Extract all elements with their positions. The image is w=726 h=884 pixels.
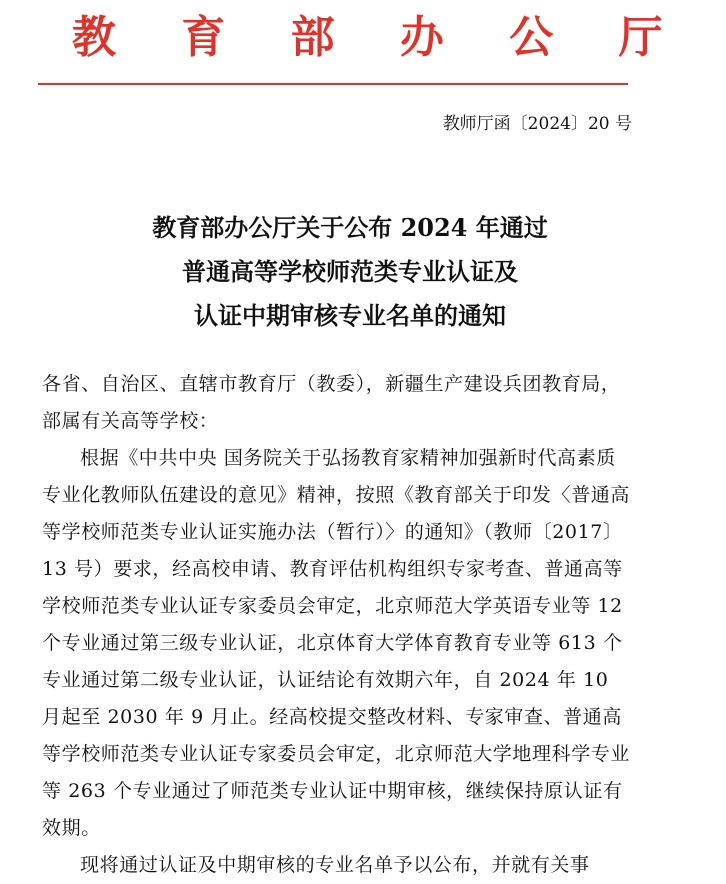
header-red-rule [38,83,628,85]
issuing-agency-header: 教 育 部 办 公 厅 [72,12,688,63]
addressee: 各省、自治区、直辖市教育厅（教委），新疆生产建设兵团教育局，部属有关高等学校： [42,373,621,432]
document-title-line-3: 认证中期审核专业名单的通知 [194,301,506,330]
body-paragraph-2: 现将通过认证及中期审核的专业名单予以公布，并就有关事 [80,854,590,876]
document-number: 教师厅函〔2024〕20 号 [442,114,632,134]
document-title-line-1: 教育部办公厅关于公布 2024 年通过 [152,213,548,242]
body-paragraph-1: 根据《中共中央 国务院关于弘扬教育家精神加强新时代高素质专业化教师队伍建设的意见》精神，按照《教育部关于印发〈普通高等学校师范类专业认证实施办法（暂行）〉的通知》（教师〔2017〕13 号）要求，经高校申请、教育评估机构组织专家考查、普通高等学校师范类专业认证专家委员会审定，北京师范大学英语专业等 12 个专业通过第三级专业认证，北京体育大学体育教育专业等 613 个专业通过第二级专业认证，认证结论有效期六年，自 2024 年 10 月起至 2030 年 9 月止。经高校提交整改材料、专家审查、普通高等学校师范类专业认证专家委员会审定，北京师范大学地理科学专业等 263 个专业通过了师范类专业认证中期审核，继续保持原认证有效期。 [42,447,631,839]
document-title-line-2: 普通高等学校师范类专业认证及 [182,257,518,286]
